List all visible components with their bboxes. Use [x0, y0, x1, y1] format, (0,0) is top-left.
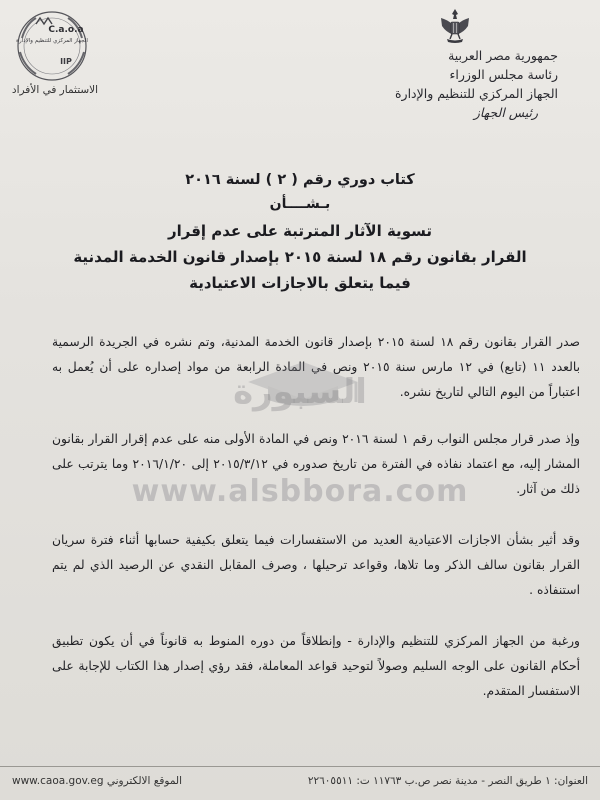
gov-line-cabinet: رئاسة مجلس الوزراء: [449, 67, 558, 82]
government-header: [368, 4, 558, 122]
document-footer: [0, 766, 600, 800]
logo-wordmark: C.a.o.a: [48, 25, 84, 35]
gov-line-head: رئيس الجهاز: [473, 105, 538, 120]
circular-number: كتاب دوري رقم ( ٢ ) لسنة ٢٠١٦: [185, 172, 415, 188]
watermark-url: www.alsbbora.com: [131, 474, 469, 509]
regarding-label: بـشــــأن: [269, 196, 331, 212]
subject-line-1: تسوية الآثار المترتبة على عدم إقرار: [167, 222, 432, 240]
footer-website-url[interactable]: www.caoa.gov.eg: [12, 775, 104, 787]
footer-address: العنوان: ١ طريق النصر - مدينة نصر ص.ب ١١٧٦٣ ت: ٢٢٦٠٥٥١١: [307, 775, 588, 787]
watermark-name: السبورة: [233, 372, 367, 412]
paragraph-4: ورغبة من الجهاز المركزي للتنظيم والإدارة - وإنطلاقاً من دوره المنوط به قانوناً في أن يكون تطبيق أحكام القانون على الوجه السليم وصولاً لتوحيد قواعد المعاملة، فقد رؤي إصدار هذا الكتاب للإجابة على الاستفسار المتقدم.: [52, 634, 580, 698]
logo-subtitle: الجهاز المركزي للتنظيم والإدارة: [16, 38, 88, 44]
logo-caption: الاستثمار في الأفراد: [11, 84, 99, 96]
footer-website-label: الموقع الالكتروني: [106, 775, 183, 787]
logo-badge: IIP: [60, 57, 72, 66]
paragraph-1: صدر القرار بقانون رقم ١٨ لسنة ٢٠١٥ بإصدار قانون الخدمة المدنية، وتم نشره في الجريدة الرسمية بالعدد ١١ (تابع) في ١٢ مارس سنة ٢٠١٥ ونص في المادة الرابعة من مواد إصداره على أن يُعمل به اعتباراً من اليوم التالي لتاريخ نشره.: [52, 335, 580, 399]
footer-website: [12, 775, 182, 787]
gov-line-agency: الجهاز المركزي للتنظيم والإدارة: [394, 86, 558, 101]
gov-line-country: جمهورية مصر العربية: [448, 48, 558, 63]
eagle-emblem-icon: [438, 6, 472, 46]
subject-line-2: القرار بقانون رقم ١٨ لسنة ٢٠١٥ بإصدار قانون الخدمة المدنية: [73, 248, 527, 266]
paragraph-3: وقد أثير بشأن الاجازات الاعتيادية العديد من الاستفسارات فيما يتعلق بكيفية حسابها أثناء فترة سريان القرار بقانون سالف الذكر وما تلاها، وقواعد ترحيلها ، وصرف المقابل النقدي عن الرصيد الذي لم يتم استنفاذه .: [52, 533, 580, 597]
subject-line-3: فيما يتعلق بالاجازات الاعتيادية: [189, 274, 411, 292]
document-title-block: [0, 168, 600, 296]
paragraph-2: وإذ صدر قرار مجلس النواب رقم ١ لسنة ٢٠١٦ ونص في المادة الأولى منه على عدم إقرار القرار بقانون المشار إليه، مع اعتماد نفاذه في الفترة من تاريخ صدوره في ٢٠١٥/٣/١٢ إلى ٢٠١٦/١/٢٠ وما يترتب على ذلك من آثار.: [52, 432, 581, 496]
